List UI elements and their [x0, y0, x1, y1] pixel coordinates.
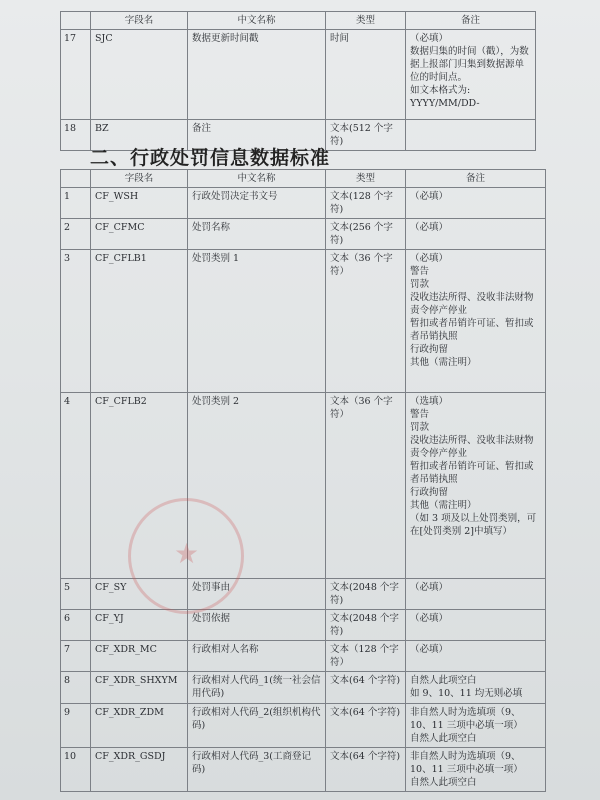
- header-cell: 备注: [406, 12, 536, 30]
- field-code: CF_CFMC: [91, 219, 188, 250]
- field-code: CF_YJ: [91, 610, 188, 641]
- field-note: 自然人此项空白 如 9、10、11 均无则必填: [406, 672, 546, 704]
- row-number: 1: [61, 188, 91, 219]
- field-type: 文本(128 个字符): [326, 188, 406, 219]
- field-code: SJC: [91, 30, 188, 120]
- star-icon: ★: [174, 537, 200, 570]
- header-cell: 类型: [326, 170, 406, 188]
- table-row: [61, 188, 546, 219]
- row-number: 7: [61, 641, 91, 672]
- field-code: CF_SY: [91, 579, 188, 610]
- row-number: 9: [61, 704, 91, 748]
- field-code: BZ: [91, 120, 188, 151]
- field-type: 文本(2048 个字符): [326, 610, 406, 641]
- field-code: CF_CFLB1: [91, 250, 188, 393]
- field-chinese-name: 行政相对人代码_1(统一社会信用代码): [188, 672, 326, 704]
- field-chinese-name: 处罚名称: [188, 219, 326, 250]
- field-type: 文本(64 个字符): [326, 672, 406, 704]
- table-row: [61, 641, 546, 672]
- row-number: 2: [61, 219, 91, 250]
- header-cell: [61, 12, 91, 30]
- penalty-field-table: [60, 169, 546, 792]
- field-code: CF_CFLB2: [91, 393, 188, 579]
- field-type: 文本（36 个字符）: [326, 250, 406, 393]
- field-note: （必填）: [406, 188, 546, 219]
- field-note: [406, 120, 536, 151]
- field-chinese-name: 处罚依据: [188, 610, 326, 641]
- table-row: [61, 704, 546, 748]
- table-row: [61, 120, 536, 151]
- table-row: [61, 250, 546, 393]
- field-type: 文本(256 个字符): [326, 219, 406, 250]
- header-cell: 字段名: [91, 12, 188, 30]
- header-cell: 备注: [406, 170, 546, 188]
- field-note: （必填） 警告 罚款 没收违法所得、没收非法财物 责令停产停业 暂扣或者吊销许可证、暂扣或者吊销执照 行政拘留 其他（需注明）: [406, 250, 546, 393]
- field-type: 文本(512 个字符): [326, 120, 406, 151]
- field-chinese-name: 处罚类别 2: [188, 393, 326, 579]
- field-type: 文本（36 个字符）: [326, 393, 406, 579]
- field-note: （必填） 数据归集的时间（戳），为数据上报部门归集到数据源单位的时间点。 如文本格式为: YYYY/MM/DD-: [406, 30, 536, 120]
- header-cell: 中文名称: [188, 170, 326, 188]
- row-number: 5: [61, 579, 91, 610]
- table-row: [61, 579, 546, 610]
- field-note: （必填）: [406, 641, 546, 672]
- field-chinese-name: 行政处罚决定书文号: [188, 188, 326, 219]
- row-number: 8: [61, 672, 91, 704]
- table-row: [61, 393, 546, 579]
- table-header-row: [61, 12, 536, 30]
- row-number: 18: [61, 120, 91, 151]
- field-note: 非自然人时为选填项（9、10、11 三项中必填一项） 自然人此项空白: [406, 704, 546, 748]
- header-cell: 中文名称: [188, 12, 326, 30]
- header-cell: [61, 170, 91, 188]
- header-cell: 类型: [326, 12, 406, 30]
- table-row: [61, 30, 536, 120]
- field-note: （必填）: [406, 219, 546, 250]
- field-chinese-name: 行政相对人名称: [188, 641, 326, 672]
- field-code: CF_XDR_GSDJ: [91, 748, 188, 792]
- field-chinese-name: 处罚事由: [188, 579, 326, 610]
- field-type: 文本(2048 个字符): [326, 579, 406, 610]
- field-code: CF_XDR_SHXYM: [91, 672, 188, 704]
- table-row: [61, 748, 546, 792]
- section-title: 二、行政处罚信息数据标准: [90, 147, 331, 169]
- field-note: （必填）: [406, 579, 546, 610]
- table-row: [61, 672, 546, 704]
- field-note: （必填）: [406, 610, 546, 641]
- header-cell: 字段名: [91, 170, 188, 188]
- field-table-continued: [60, 11, 536, 151]
- row-number: 4: [61, 393, 91, 579]
- table-row: [61, 219, 546, 250]
- row-number: 17: [61, 30, 91, 120]
- field-note: 非自然人时为选填项（9、10、11 三项中必填一项） 自然人此项空白: [406, 748, 546, 792]
- field-chinese-name: 处罚类别 1: [188, 250, 326, 393]
- table-header-row: [61, 170, 546, 188]
- field-type: 时间: [326, 30, 406, 120]
- field-code: CF_XDR_MC: [91, 641, 188, 672]
- field-type: 文本（128 个字符）: [326, 641, 406, 672]
- field-type: 文本(64 个字符): [326, 748, 406, 792]
- row-number: 10: [61, 748, 91, 792]
- field-code: CF_WSH: [91, 188, 188, 219]
- table-row: [61, 610, 546, 641]
- field-note: （选填） 警告 罚款 没收违法所得、没收非法财物 责令停产停业 暂扣或者吊销许可证、暂扣或者吊销执照 行政拘留 其他（需注明） （如 3 项及以上处罚类别，可在[处罚类别 2]中填写）: [406, 393, 546, 579]
- row-number: 3: [61, 250, 91, 393]
- field-type: 文本(64 个字符): [326, 704, 406, 748]
- field-chinese-name: 行政相对人代码_3(工商登记码): [188, 748, 326, 792]
- row-number: 6: [61, 610, 91, 641]
- field-code: CF_XDR_ZDM: [91, 704, 188, 748]
- field-chinese-name: 行政相对人代码_2(组织机构代码): [188, 704, 326, 748]
- field-chinese-name: 备注: [188, 120, 326, 151]
- field-chinese-name: 数据更新时间戳: [188, 30, 326, 120]
